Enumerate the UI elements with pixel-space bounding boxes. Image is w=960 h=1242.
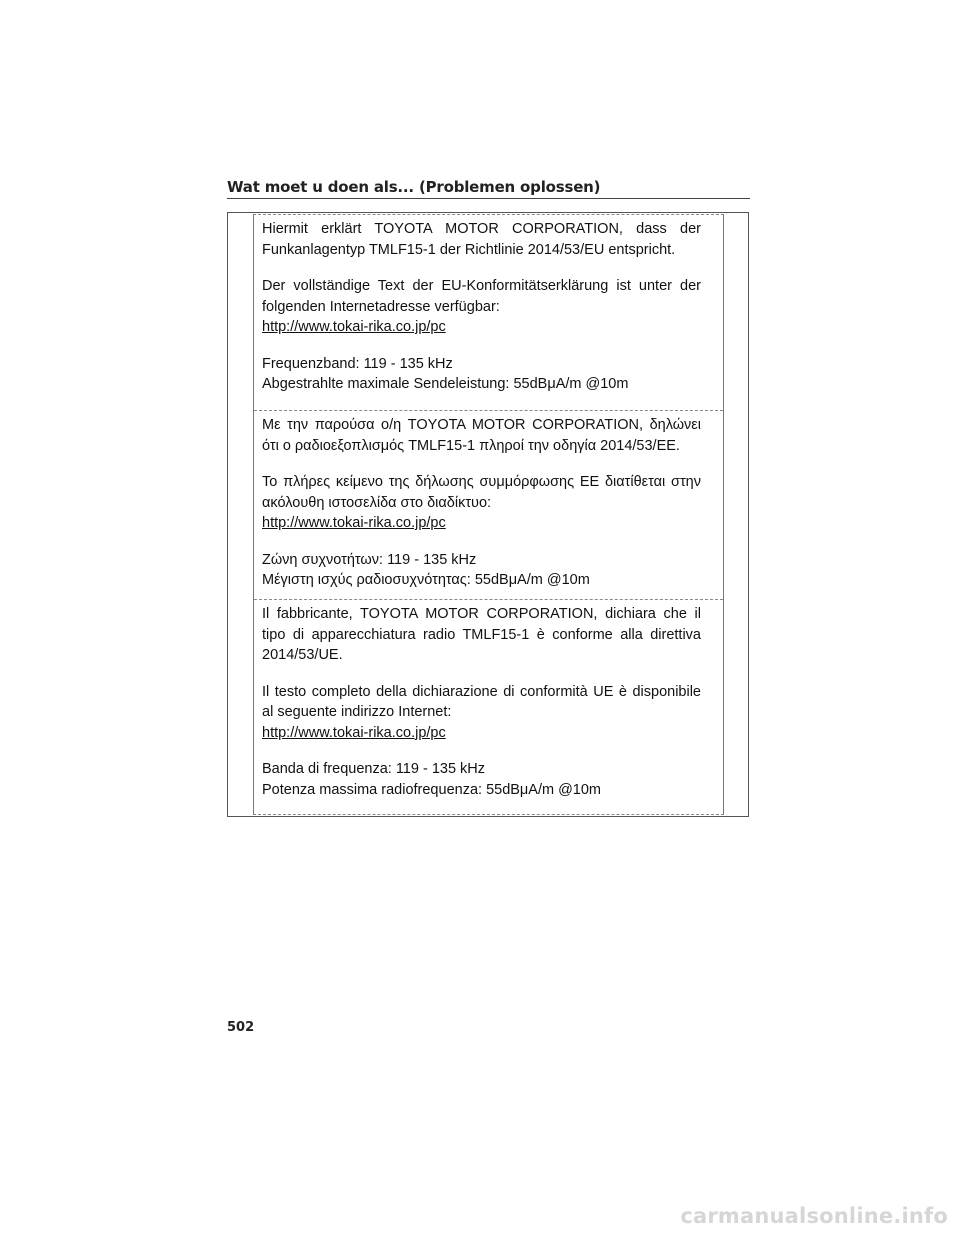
declaration-link[interactable]: http://www.tokai-rika.co.jp/pc [262, 319, 446, 335]
declaration-link[interactable]: http://www.tokai-rika.co.jp/pc [262, 515, 446, 531]
frequency-band: Frequenzband: 119 - 135 kHz [262, 355, 453, 372]
section-greek [254, 410, 723, 599]
watermark: carmanualsonline.info [680, 1204, 948, 1228]
declaration-link[interactable]: http://www.tokai-rika.co.jp/pc [262, 724, 446, 741]
section-italian [254, 599, 723, 814]
frequency-band: Banda di frequenza: 119 - 135 kHz [262, 761, 486, 777]
max-power: Potenza massima radiofrequenza: 55dBμA/m @10m [262, 781, 602, 798]
page-header-title: Wat moet u doen als... (Problemen oplossen) [227, 178, 601, 196]
frequency-band: Ζώνη συχνοτήτων: 119 - 135 kHz [262, 551, 477, 568]
declaration-frame [227, 212, 749, 817]
section-german [254, 215, 723, 410]
max-power: Μέγιστη ισχύς ραδιοσυχνότητας: 55dBμA/m @10m [262, 572, 590, 588]
fulltext-notice: Το πλήρες κείμενο της δήλωσης συμμόρφωσης ΕΕ διατίθεται στην ακόλουθη ιστοσελίδα στο διαδίκτυο: [262, 474, 701, 511]
header-divider [227, 198, 750, 199]
declaration-text: Με την παρούσα ο/η TOYOTA MOTOR CORPORATION, δηλώνει ότι ο ραδιοεξοπλισμός TMLF15-1 πληροί την οδηγία 2014/53/ΕΕ. [262, 417, 701, 454]
declaration-text: Hiermit erklärt TOYOTA MOTOR CORPORATION, dass der Funkanlagentyp TMLF15-1 der Richtlinie 2014/53/EU entspricht. [262, 221, 701, 258]
declaration-box [253, 214, 724, 815]
fulltext-notice: Der vollständige Text der EU-Konformitätserklärung ist unter der folgenden Internetadresse verfügbar: [262, 278, 701, 315]
max-power: Abgestrahlte maximale Sendeleistung: 55dBμA/m @10m [262, 376, 629, 392]
declaration-text: Il fabbricante, TOYOTA MOTOR CORPORATION, dichiara che il tipo di apparecchiatura radio TMLF15-1 è conforme alla direttiva 2014/53/UE. [262, 606, 701, 663]
fulltext-notice: Il testo completo della dichiarazione di conformità UE è disponibile al seguente indirizzo Internet: [262, 683, 701, 720]
page-number: 502 [227, 1020, 255, 1035]
